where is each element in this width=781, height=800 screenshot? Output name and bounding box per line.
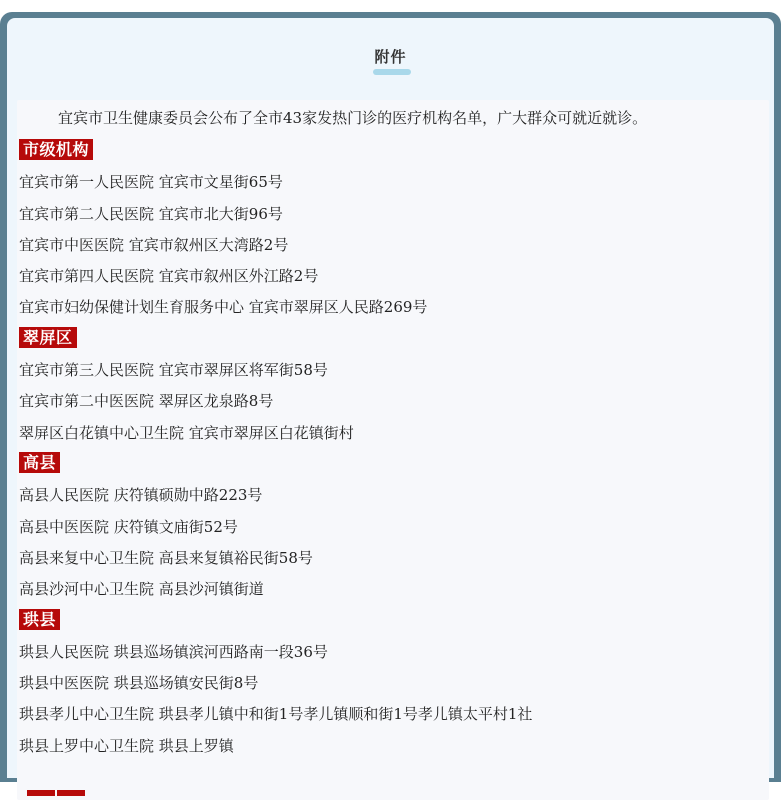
next-section-label-partial bbox=[27, 781, 87, 800]
section-0 bbox=[19, 136, 767, 324]
list-item: 珙县中医医院 珙县巡场镇安民街8号 bbox=[19, 674, 259, 693]
section-2 bbox=[19, 449, 767, 605]
list-item: 珙县上罗中心卫生院 珙县上罗镇 bbox=[19, 736, 234, 755]
section-header bbox=[19, 324, 767, 355]
list-item: 宜宾市妇幼保健计划生育服务中心 宜宾市翠屏区人民路269号 bbox=[19, 298, 428, 317]
list-item: 宜宾市第一人民医院 宜宾市文星街65号 bbox=[19, 173, 283, 192]
list-item: 高县来复中心卫生院 高县来复镇裕民街58号 bbox=[19, 548, 313, 567]
section-header bbox=[19, 605, 767, 636]
section-label: 珙县 bbox=[19, 609, 60, 630]
document-panel bbox=[7, 18, 774, 778]
list-item: 宜宾市第二中医医院 翠屏区龙泉路8号 bbox=[19, 392, 274, 411]
section-label: 高县 bbox=[19, 452, 60, 473]
list-item: 宜宾市中医医院 宜宾市叙州区大湾路2号 bbox=[19, 235, 289, 254]
section-3 bbox=[19, 605, 767, 761]
section-label: 市级机构 bbox=[19, 139, 93, 160]
list-item: 宜宾市第四人民医院 宜宾市叙州区外江路2号 bbox=[19, 267, 319, 286]
list-item: 翠屏区白花镇中心卫生院 宜宾市翠屏区白花镇街村 bbox=[19, 423, 354, 442]
list-item: 宜宾市第二人民医院 宜宾市北大街96号 bbox=[19, 204, 283, 223]
list-item: 高县沙河中心卫生院 高县沙河镇街道 bbox=[19, 580, 264, 599]
section-header bbox=[19, 136, 767, 167]
section-1 bbox=[19, 324, 767, 449]
list-item: 宜宾市第三人民医院 宜宾市翠屏区将军街58号 bbox=[19, 361, 328, 380]
intro-paragraph: 宜宾市卫生健康委员会公布了全市43家发热门诊的医疗机构名单，广大群众可就近就诊。 bbox=[58, 109, 648, 127]
list-item: 珙县孝儿中心卫生院 珙县孝儿镇中和街1号孝儿镇顺和街1号孝儿镇太平村1社 bbox=[19, 705, 533, 724]
list-item: 珙县人民医院 珙县巡场镇滨河西路南一段36号 bbox=[19, 642, 328, 661]
title-area bbox=[7, 18, 774, 98]
title-underline bbox=[373, 69, 411, 75]
section-label: 翠屏区 bbox=[19, 327, 77, 348]
institution-list bbox=[19, 136, 767, 762]
content-area bbox=[17, 100, 769, 800]
page-title: 附件 bbox=[374, 48, 407, 66]
list-item: 高县人民医院 庆符镇硕勋中路223号 bbox=[19, 486, 263, 505]
section-header bbox=[19, 449, 767, 480]
list-item: 高县中医医院 庆符镇文庙街52号 bbox=[19, 517, 238, 536]
